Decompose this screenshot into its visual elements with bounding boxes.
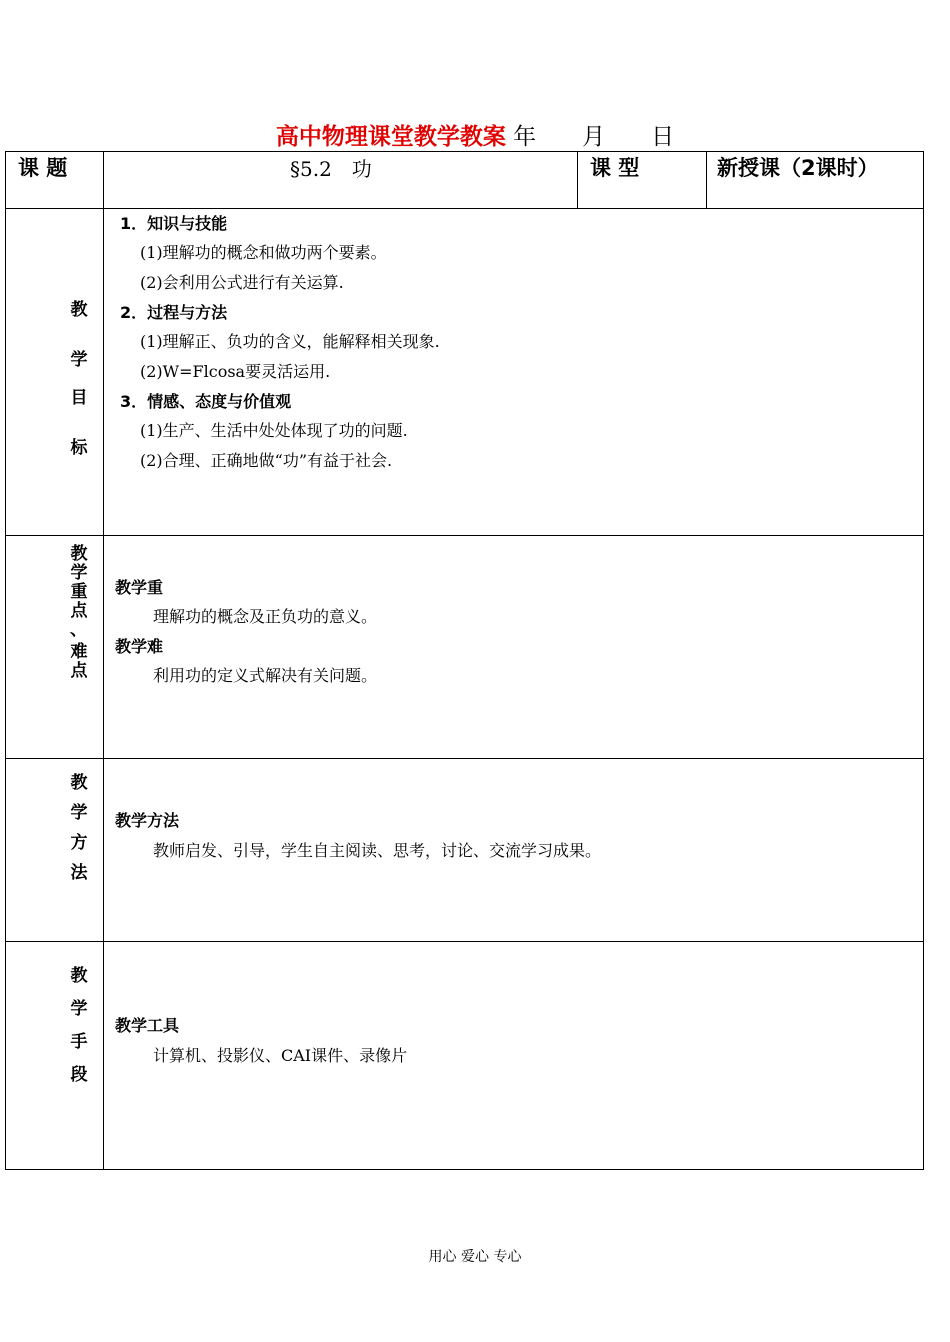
objective-item: (2)W=Flcosa要灵活运用. [140, 362, 331, 381]
objective-heading: 2．过程与方法 [120, 303, 228, 322]
difficulty-heading: 教学难 [115, 637, 164, 656]
focus-heading: 教学重 [115, 578, 164, 597]
key-points-label: 教 学 重 点 、 难 点 [70, 544, 88, 681]
page-title [0, 120, 950, 154]
objective-heading: 3．情感、态度与价值观 [120, 392, 292, 411]
difficulty-text: 利用功的定义式解决有关问题。 [153, 666, 378, 685]
focus-text: 理解功的概念及正负功的意义。 [153, 607, 378, 626]
method-label: 教 学 方 法 [70, 773, 88, 883]
objective-heading: 1．知识与技能 [120, 214, 228, 233]
objective-item: (1)理解功的概念和做功两个要素。 [140, 243, 387, 262]
objective-item: (1)理解正、负功的含义，能解释相关现象. [140, 332, 440, 351]
date-fields: 年 月 日 [513, 124, 675, 150]
objective-item: (2)会利用公式进行有关运算. [140, 273, 344, 292]
type-value: 新授课（2课时） [717, 156, 879, 180]
objective-item: (2)合理、正确地做“功”有益于社会. [140, 451, 393, 470]
tools-label: 教 学 手 段 [70, 966, 88, 1085]
tools-text: 计算机、投影仪、CAI课件、录像片 [153, 1046, 408, 1065]
lesson-plan-title: 高中物理课堂教学教案 [275, 124, 506, 150]
objectives-label: 教 学 目 标 [70, 300, 88, 458]
method-text: 教师启发、引导，学生自主阅读、思考，讨论、交流学习成果。 [153, 841, 602, 860]
method-heading: 教学方法 [115, 811, 180, 830]
type-label: 课 型 [590, 156, 640, 180]
objective-item: (1)生产、生活中处处体现了功的问题. [140, 421, 408, 440]
topic-value: §5.2 功 [290, 157, 372, 181]
topic-label: 课 题 [18, 156, 68, 180]
tools-heading: 教学工具 [115, 1016, 180, 1035]
page-footer: 用心 爱心 专心 [428, 1249, 522, 1265]
